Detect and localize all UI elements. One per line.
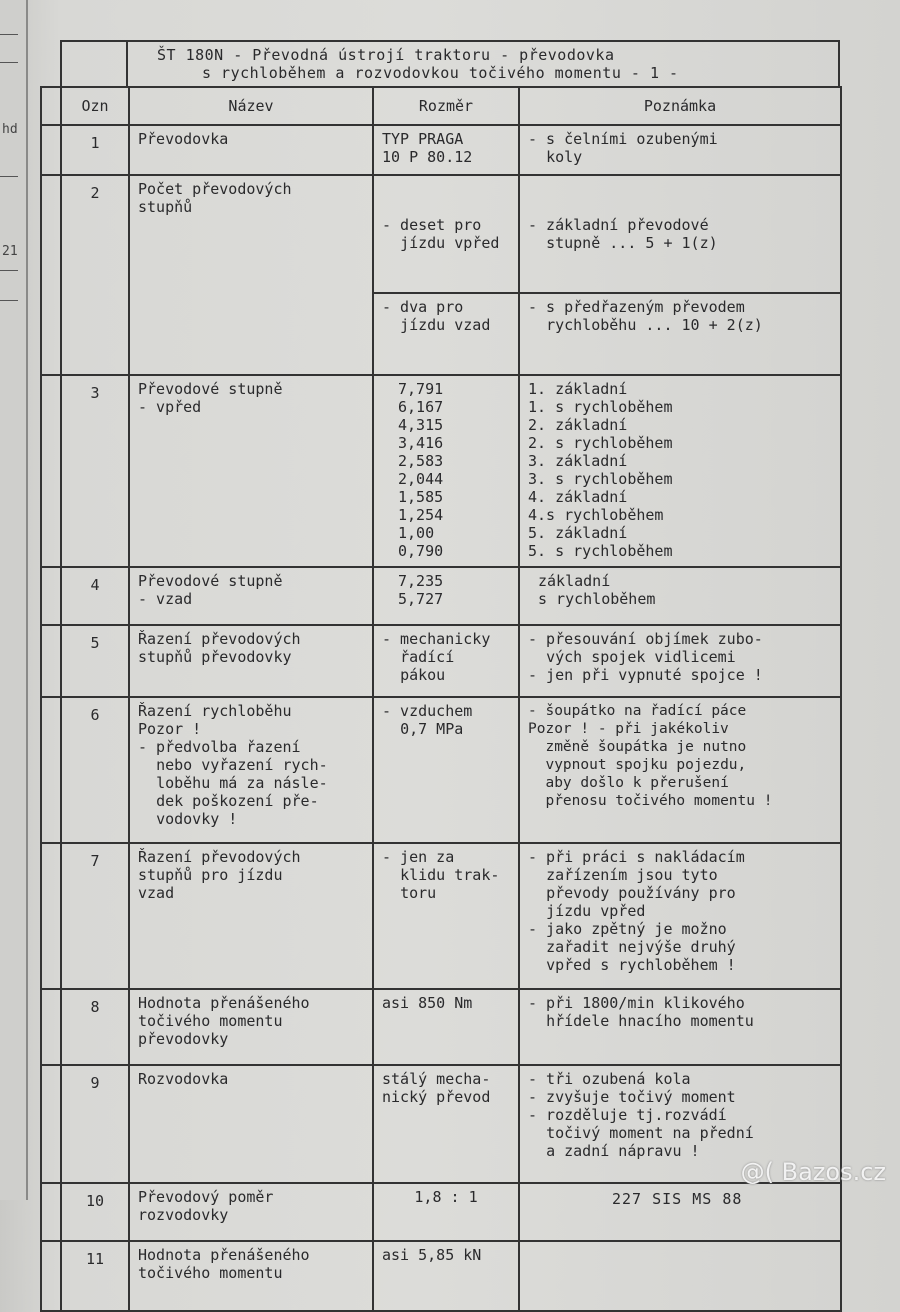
row-ozn: 6 — [61, 697, 129, 843]
row-poznamka: - tři ozubená kola - zvyšuje točivý moment - rozděluje tj.rozvádí točivý moment na přední a zadní nápravu ! — [519, 1065, 841, 1183]
row-rozmer: asi 5,85 kN — [373, 1241, 519, 1311]
row-ozn: 7 — [61, 843, 129, 989]
row-nazev: Hodnota přenášeného točivého momentu — [129, 1241, 373, 1311]
row-ozn: 5 — [61, 625, 129, 697]
left-page-fragment: 21 — [2, 244, 18, 259]
row-poznamka: - s čelními ozubenými koly — [519, 125, 841, 175]
row-ozn: 3 — [61, 375, 129, 567]
title-line-2: s rychloběhem a rozvodovkou točivého momentu - 1 - — [202, 64, 679, 82]
table-row — [41, 697, 841, 843]
row-rozmer: 7,791 6,167 4,315 3,416 2,583 2,044 1,585 1,254 1,00 0,790 — [373, 375, 519, 567]
title-spacer — [62, 42, 128, 88]
table-row — [41, 175, 841, 375]
row-rozmer: stálý mecha- nický převod — [373, 1065, 519, 1183]
adjacent-page-edge — [0, 0, 28, 1200]
row-nazev: Řazení převodových stupňů převodovky — [129, 625, 373, 697]
row-ozn: 1 — [61, 125, 129, 175]
bazos-watermark: @( Bazos.cz — [740, 1158, 886, 1186]
row-nazev: Převodové stupně - vzad — [129, 567, 373, 625]
row-poznamka: - přesouvání objímek zubo- vých spojek vidlicemi - jen při vypnuté spojce ! — [519, 625, 841, 697]
row-poznamka — [519, 1241, 841, 1311]
table-row — [41, 567, 841, 625]
row-poznamka-cell — [519, 175, 841, 375]
footer-code: 227 SIS MS 88 — [612, 1190, 743, 1208]
row-rozmer: - vzduchem 0,7 MPa — [373, 697, 519, 843]
row-nazev: Řazení převodových stupňů pro jízdu vzad — [129, 843, 373, 989]
row-rozmer-secondary: - dva pro jízdu vzad — [374, 292, 518, 334]
row-rozmer: - jen za klidu trak- toru — [373, 843, 519, 989]
row-rozmer: asi 850 Nm — [373, 989, 519, 1065]
row-poznamka: - základní převodové stupně ... 5 + 1(z) — [528, 216, 718, 252]
row-nazev: Převodové stupně - vpřed — [129, 375, 373, 567]
row-poznamka: - při 1800/min klikového hřídele hnacího momentu — [519, 989, 841, 1065]
row-rozmer-cell — [373, 175, 519, 375]
title-block — [60, 40, 840, 88]
row-ozn: 4 — [61, 567, 129, 625]
row-ozn: 9 — [61, 1065, 129, 1183]
table-row — [41, 989, 841, 1065]
row-ozn: 2 — [61, 175, 129, 375]
col-header-rozmer: Rozměr — [373, 87, 519, 125]
row-rozmer: - deset pro jízdu vpřed — [382, 216, 500, 252]
title-line-1: ŠT 180N - Převodná ústrojí traktoru - převodovka — [157, 46, 615, 64]
row-poznamka: - šoupátko na řadící páce Pozor ! - při jakékoliv změně šoupátka je nutno vypnout spojku pojezdu, aby došlo k přerušení přenosu točivého momentu ! — [519, 697, 841, 843]
table-row — [41, 843, 841, 989]
spec-table — [40, 86, 842, 1312]
col-header-poznamka: Poznámka — [519, 87, 841, 125]
row-nazev: Řazení rychloběhu Pozor ! - předvolba řazení nebo vyřazení rych- loběhu má za násle- dek poškození pře- vodovky ! — [129, 697, 373, 843]
row-nazev: Rozvodovka — [129, 1065, 373, 1183]
col-header-nazev: Název — [129, 87, 373, 125]
row-poznamka: základní s rychloběhem — [519, 567, 841, 625]
row-poznamka: - při práci s nakládacím zařízením jsou tyto převody používány pro jízdu vpřed - jako zpětný je možno zařadit nejvýše druhý vpřed s rychloběhem ! — [519, 843, 841, 989]
row-nazev: Převodovka — [129, 125, 373, 175]
row-ozn: 11 — [61, 1241, 129, 1311]
row-nazev: Převodový poměr rozvodovky — [129, 1183, 373, 1241]
table-row — [41, 125, 841, 175]
row-nazev: Počet převodových stupňů — [129, 175, 373, 375]
row-rozmer: - mechanicky řadící pákou — [373, 625, 519, 697]
left-page-fragment: hd — [2, 122, 18, 137]
row-nazev: Hodnota přenášeného točivého momentu převodovky — [129, 989, 373, 1065]
row-poznamka-secondary: - s předřazeným převodem rychloběhu ... 10 + 2(z) — [520, 292, 840, 334]
row-rozmer: TYP PRAGA 10 P 80.12 — [373, 125, 519, 175]
table-row — [41, 1065, 841, 1183]
col-header-ozn: Ozn — [61, 87, 129, 125]
row-rozmer: 1,8 : 1 — [373, 1183, 519, 1241]
row-ozn: 8 — [61, 989, 129, 1065]
table-header — [41, 87, 841, 125]
table-row — [41, 1241, 841, 1311]
row-ozn: 10 — [61, 1183, 129, 1241]
table-row — [41, 625, 841, 697]
table-row — [41, 375, 841, 567]
row-poznamka: 1. základní 1. s rychloběhem 2. základní 2. s rychloběhem 3. základní 3. s rychloběhem 4. základní 4.s rychloběhem 5. základní 5. s rychloběhem — [519, 375, 841, 567]
document-page — [40, 40, 840, 1282]
row-rozmer: 7,235 5,727 — [373, 567, 519, 625]
